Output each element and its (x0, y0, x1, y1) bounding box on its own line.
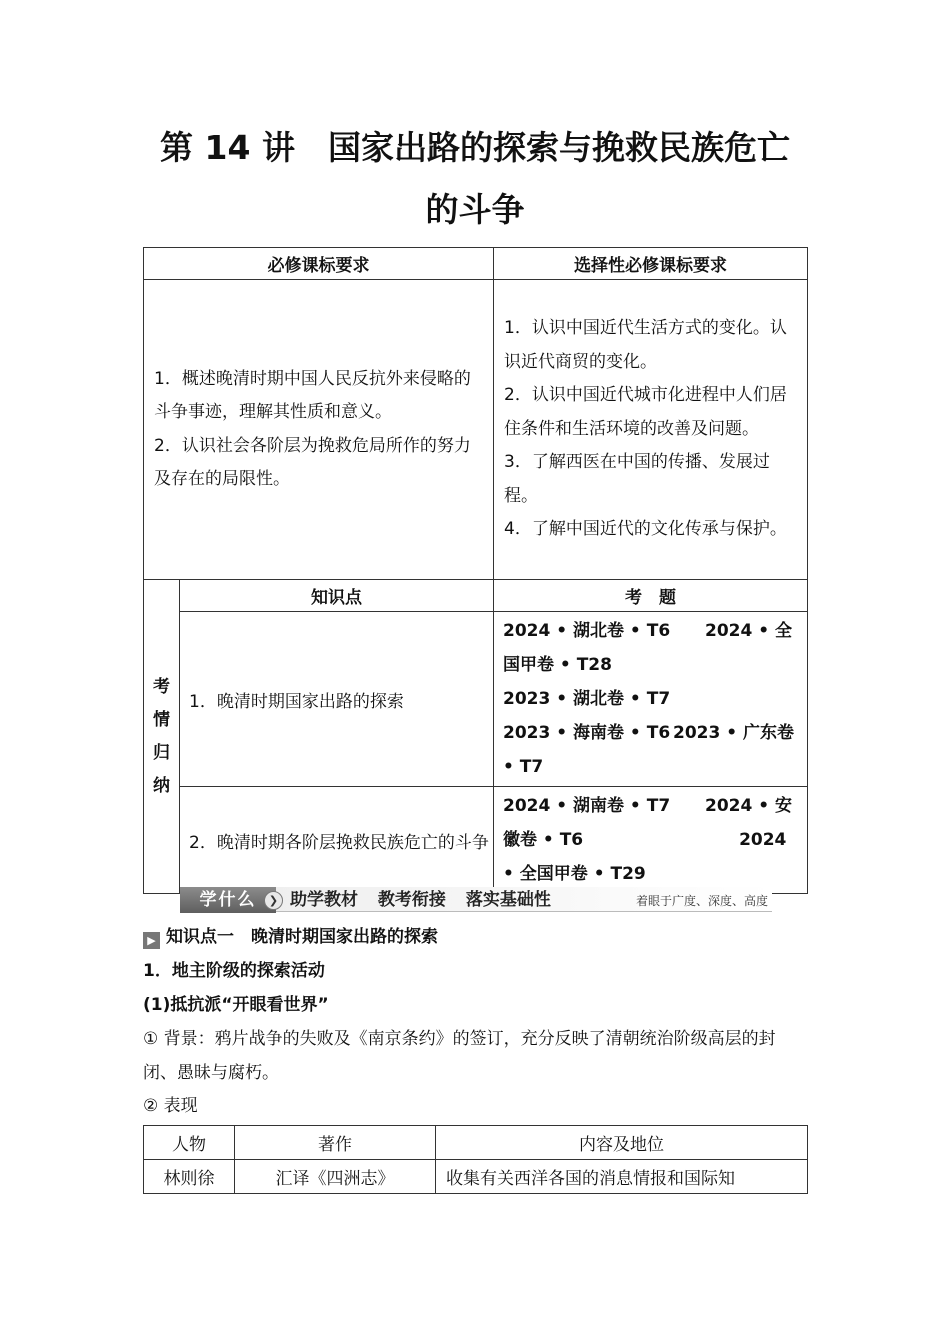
header-exam: 考 题 (494, 580, 808, 612)
heading-performance: ② 表现 (143, 1096, 198, 1116)
header-knowledge: 知识点 (180, 580, 494, 612)
elective-item: 3．了解西医在中国的传播、发展过程。 (504, 452, 770, 506)
play-triangle-icon: ▶ (143, 932, 160, 949)
side-label-char: 情 (153, 709, 170, 730)
person-content: 收集有关西洋各国的消息情报和国际知 (436, 1160, 808, 1194)
heading-landlord-class: 1．地主阶级的探索活动 (143, 961, 325, 981)
exam-item: 2024 • 湖北卷 • T6 (503, 621, 671, 641)
heading-resistance-faction: (1)抵抗派“开眼看世界” (143, 995, 329, 1015)
section-banner (180, 884, 772, 914)
exam-item: 2023 • 湖北卷 • T7 (503, 689, 671, 709)
banner-slogan: 助学教材 教考衔接 落实基础性 (290, 890, 551, 910)
knowledge-point-2: 2．晚清时期各阶层挽救民族危亡的斗争 (180, 787, 494, 894)
exam-item: 2024 • 湖南卷 • T7 (503, 796, 671, 816)
required-standards-cell (144, 280, 494, 580)
exam-item: 2023 • 海南卷 • T6 (503, 723, 671, 743)
elective-item: 1．认识中国近代生活方式的变化。认识近代商贸的变化。 (504, 318, 787, 372)
page-title: 第 14 讲 国家出路的探索与挽救民族危亡 (160, 128, 790, 167)
banner-motto: 着眼于广度、深度、高度 (635, 894, 768, 908)
people-table (143, 1125, 808, 1194)
knowledge-point-heading: ▶ 知识点一 晚清时期国家出路的探索 (143, 925, 438, 949)
background-paragraph: ① 背景：鸦片战争的失败及《南京条约》的签订，充分反映了清朝统治阶级高层的封闭、愚昧与腐朽。 (143, 1029, 776, 1083)
exam-item: 2024 • 全国甲卷 • T29 (503, 830, 787, 884)
header-required: 必修课标要求 (144, 248, 494, 280)
person-name: 林则徐 (144, 1160, 235, 1194)
exam-list-2 (494, 787, 808, 894)
chevron-right-icon: ❯ (264, 891, 283, 910)
exam-item: 2024 • 全国甲卷 • T28 (503, 621, 793, 675)
exam-list-1 (494, 612, 808, 787)
side-label-char: 纳 (153, 775, 170, 796)
curriculum-standards-table (143, 247, 808, 894)
table-row (144, 1160, 808, 1194)
person-work: 汇译《四洲志》 (235, 1160, 436, 1194)
elective-item: 4．了解中国近代的文化传承与保护。 (504, 519, 787, 540)
page-title-continued: 的斗争 (425, 190, 525, 229)
people-header: 著作 (235, 1126, 436, 1160)
required-item: 2．认识社会各阶层为挽救危局所作的努力及存在的局限性。 (154, 435, 471, 489)
side-label-char: 考 (153, 676, 170, 697)
required-item: 1．概述晚清时期中国人民反抗外来侵略的斗争事迹，理解其性质和意义。 (154, 368, 471, 422)
knowledge-point-1: 1．晚清时期国家出路的探索 (180, 612, 494, 787)
people-header: 人物 (144, 1126, 235, 1160)
elective-item: 2．认识中国近代城市化进程中人们居住条件和生活环境的改善及问题。 (504, 385, 787, 439)
side-label-char: 归 (153, 742, 170, 763)
exam-summary-label (144, 580, 180, 894)
exam-item: 2023 • 广东卷 • T7 (503, 723, 795, 777)
elective-standards-cell (494, 280, 808, 580)
header-elective: 选择性必修课标要求 (494, 248, 808, 280)
people-header: 内容及地位 (436, 1126, 808, 1160)
exam-item: 2024 • 安徽卷 • T6 (503, 796, 793, 850)
banner-tag: 学什么 (180, 887, 276, 913)
